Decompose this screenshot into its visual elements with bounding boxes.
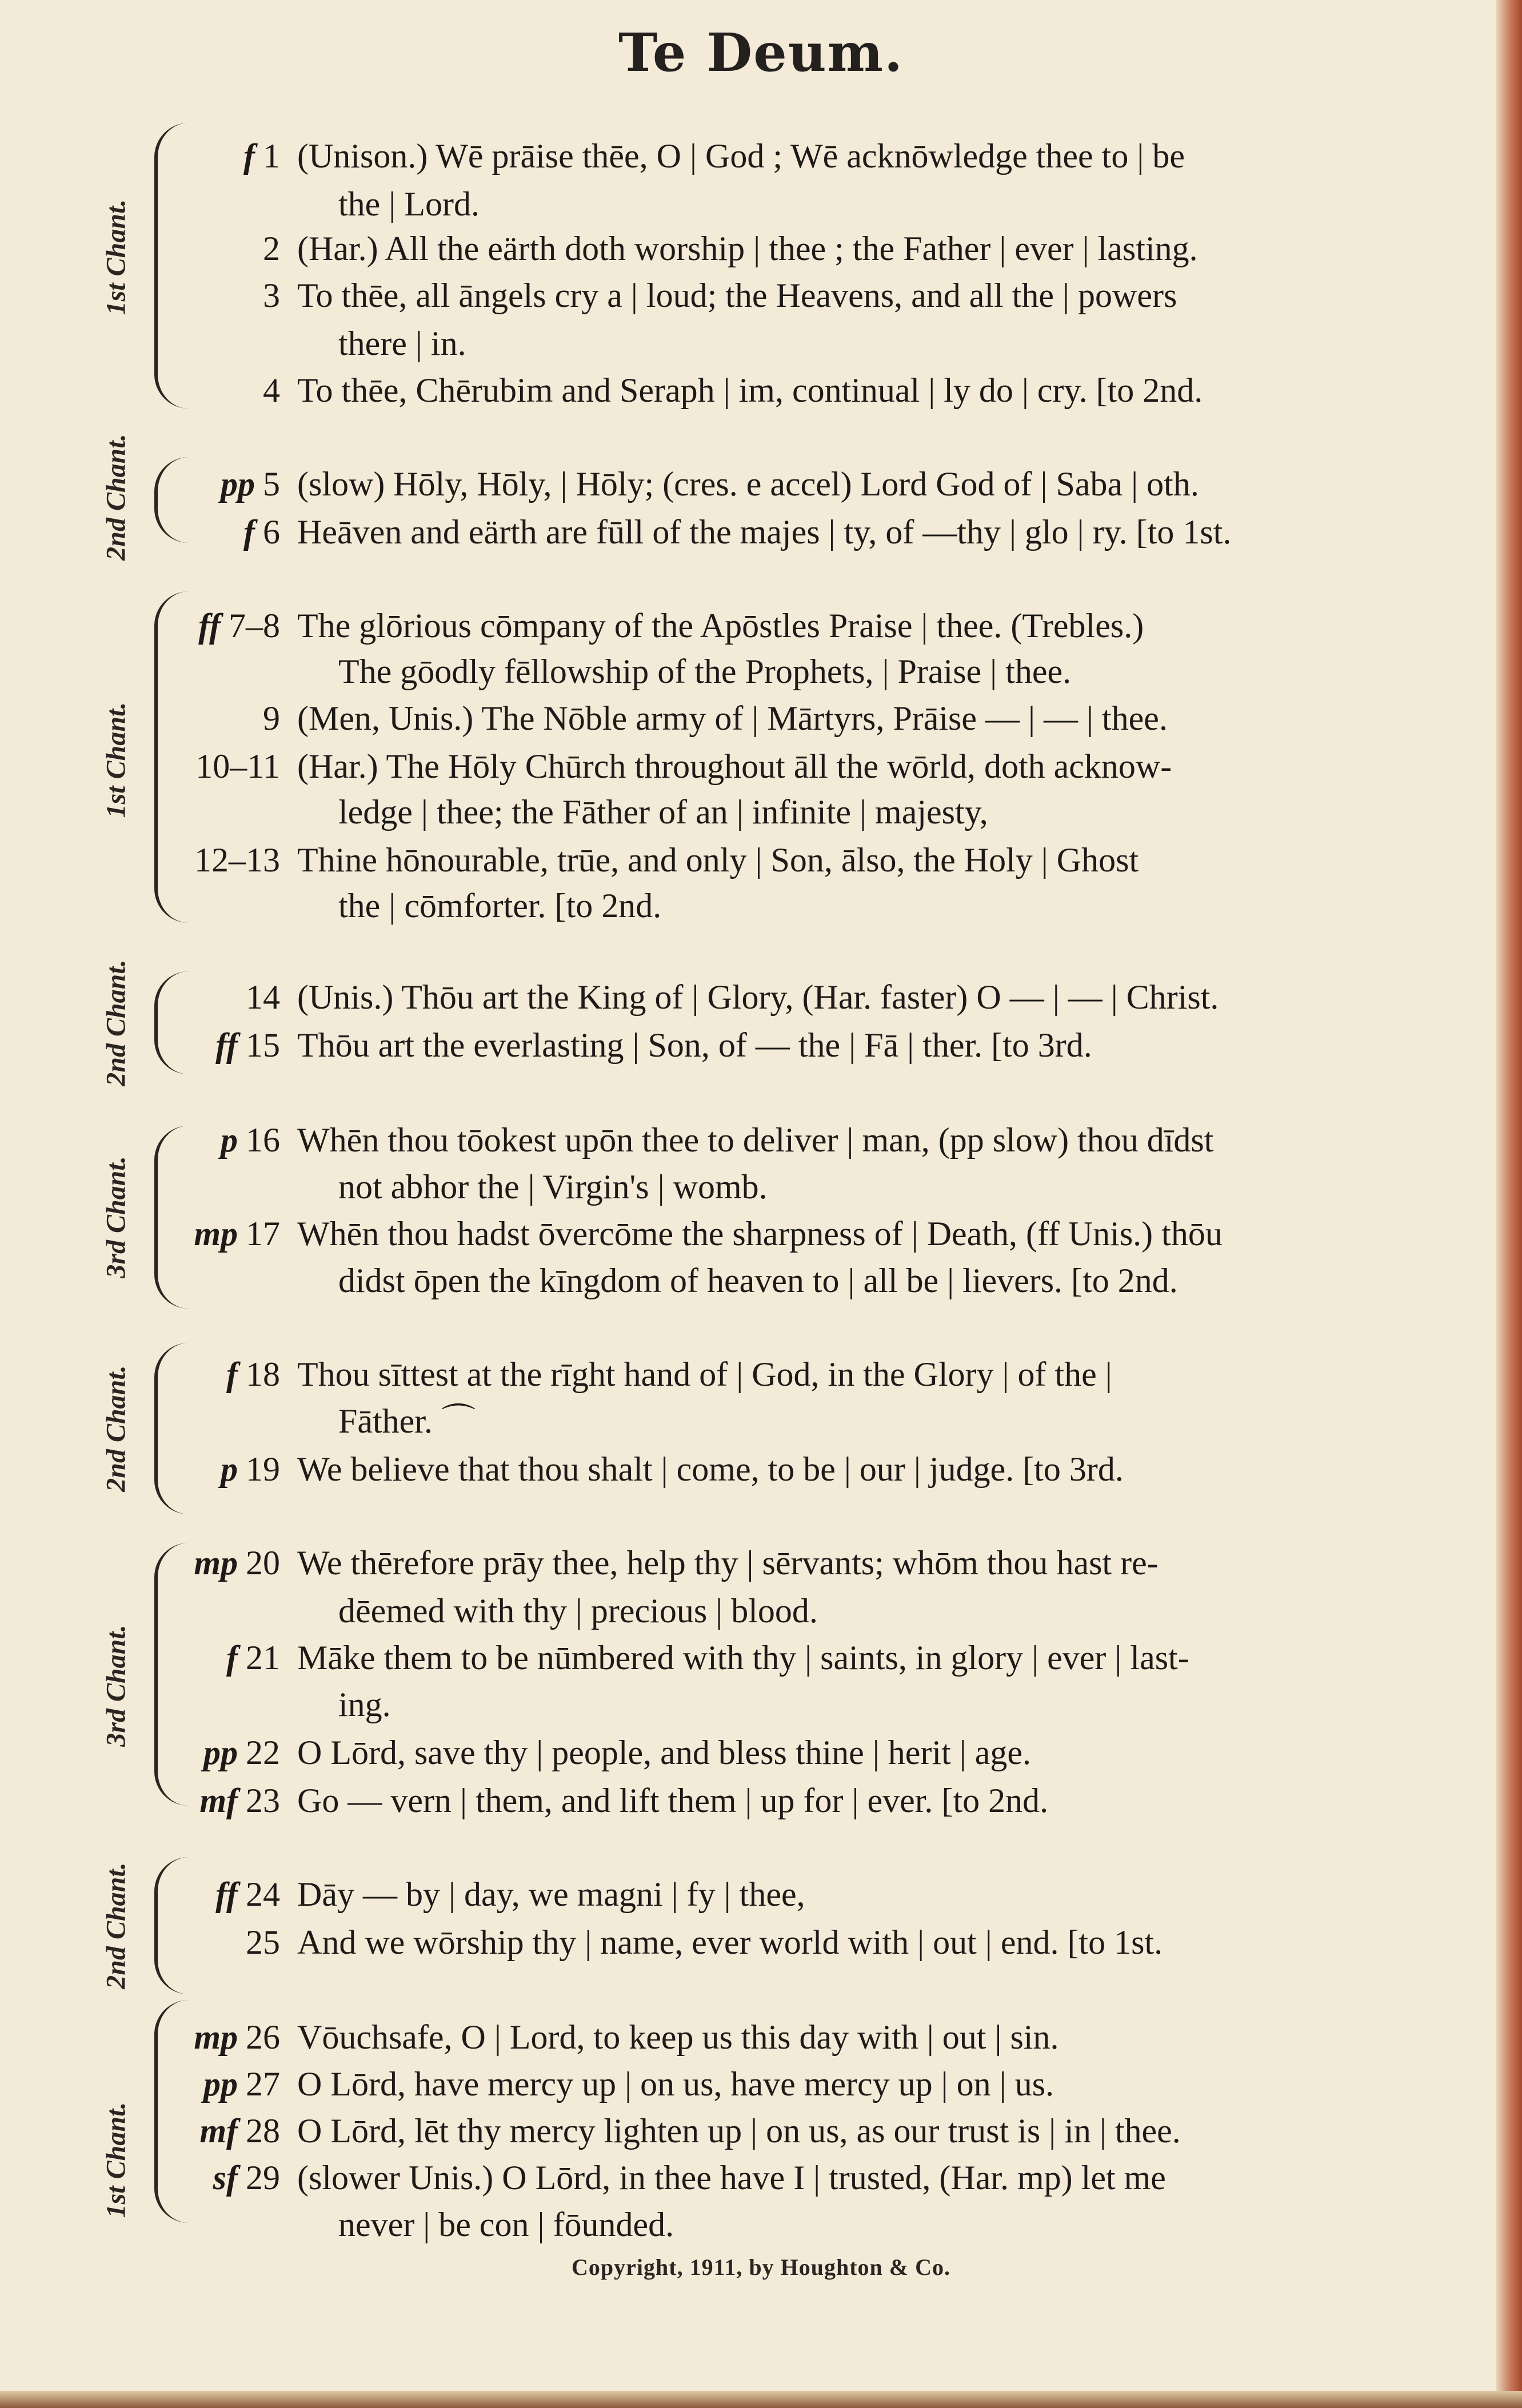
dynamic-marking: f [243, 513, 255, 551]
dynamic-marking: ff [215, 1875, 238, 1913]
verse-number [0, 974, 280, 1021]
verse-num: 7–8 [229, 607, 280, 645]
page-title: Te Deum. [618, 22, 904, 83]
verse-num: 14 [246, 978, 280, 1016]
verse-text: The glōrious cōmpany of the Apōstles Praise | thee. (Trebles.) [297, 607, 1144, 645]
verse-number [0, 602, 280, 649]
verse-number [0, 225, 280, 272]
verse-text: the | cōmforter. [to 2nd. [338, 887, 662, 925]
verse-num: 5 [263, 465, 280, 503]
verse-number [0, 367, 280, 414]
dynamic-marking: pp [221, 465, 255, 503]
verse-number [0, 2061, 280, 2107]
dynamic-marking: f [226, 1639, 238, 1677]
verse-num: 21 [246, 1639, 280, 1677]
verse-num: 27 [246, 2065, 280, 2103]
dynamic-marking: f [226, 1355, 238, 1393]
verse-text: there | in. [338, 325, 466, 362]
verse-text: Vōuchsafe, O | Lord, to keep us this day with | out | sin. [297, 2018, 1059, 2056]
verse-text: (Men, Unis.) The Nōble army of | Mārtyrs, Prāise — | — | thee. [297, 699, 1168, 737]
verse-text: (Unison.) Wē prāise thēe, O | God ; Wē acknōwledge thee to | be [297, 137, 1185, 175]
verse-num: 24 [246, 1875, 280, 1913]
verse-number [0, 695, 280, 742]
verse-number [0, 2014, 280, 2061]
verse-text: Māke them to be nūmbered with thy | saints, in glory | ever | last- [297, 1639, 1189, 1677]
verse-text: Fāther. ⌒ [338, 1402, 476, 1440]
verse-text: (slow) Hōly, Hōly, | Hōly; (cres. e accel) Lord God of | Saba | oth. [297, 465, 1199, 503]
dynamic-marking: pp [203, 2065, 238, 2103]
verse-text: Thine hōnourable, trūe, and only | Son, ālso, the Holy | Ghost [297, 841, 1139, 879]
verse-text: Heāven and eärth are fūll of the majes | ty, of —thy | glo | ry. [to 1st. [297, 513, 1232, 551]
dynamic-marking: p [221, 1121, 238, 1159]
verse-num: 15 [246, 1026, 280, 1064]
verse-num: 9 [263, 699, 280, 737]
verse-text: The gōodly fēllowship of the Prophets, | Praise | thee. [338, 653, 1072, 690]
dynamic-marking: mf [199, 2112, 238, 2150]
verse-num: 29 [246, 2159, 280, 2197]
verse-text: Whēn thou tōokest upōn thee to deliver | man, (pp slow) thou dīdst [297, 1121, 1214, 1159]
verse-text: (Unis.) Thōu art the King of | Glory, (Har. faster) O — | — | Christ. [297, 978, 1219, 1016]
verse-text: ing. [338, 1686, 391, 1723]
verse-num: 1 [263, 137, 280, 175]
verse-number [0, 1022, 280, 1069]
dynamic-marking: mp [194, 2018, 238, 2056]
verse-text: ledge | thee; the Fāther of an | infinite | majesty, [338, 793, 988, 831]
verse-num: 4 [263, 371, 280, 409]
verse-num: 22 [246, 1734, 280, 1771]
verse-num: 28 [246, 2112, 280, 2150]
verse-num: 26 [246, 2018, 280, 2056]
dynamic-marking: mf [199, 1782, 238, 1819]
verse-text: Dāy — by | day, we magni | fy | thee, [297, 1875, 805, 1913]
verse-number [0, 461, 280, 507]
verse-num: 10–11 [195, 747, 280, 785]
verse-num: 17 [246, 1215, 280, 1253]
verse-text: To thēe, Chērubim and Seraph | im, continual | ly do | cry. [to 2nd. [297, 371, 1203, 409]
verse-number [0, 1117, 280, 1163]
dynamic-marking: p [221, 1450, 238, 1488]
copyright-notice: Copyright, 1911, by Houghton & Co. [572, 2254, 950, 2280]
verse-text: To thēe, all āngels cry a | loud; the Heavens, and all the | powers [297, 277, 1177, 314]
verse-text: never | be con | fōunded. [338, 2206, 674, 2243]
verse-number [0, 2107, 280, 2154]
verse-number [0, 2154, 280, 2201]
verse-text: (slower Unis.) O Lōrd, in thee have I | trusted, (Har. mp) let me [297, 2159, 1166, 2197]
dynamic-marking: f [243, 137, 255, 175]
verse-num: 20 [246, 1544, 280, 1582]
verse-text: We thērefore prāy thee, help thy | sērvants; whōm thou hast re- [297, 1544, 1159, 1582]
verse-number [0, 1777, 280, 1824]
verse-text: Thou sīttest at the rīght hand of | God, in the Glory | of the | [297, 1355, 1112, 1393]
verse-text: And we wōrship thy | name, ever world with | out | end. [to 1st. [297, 1923, 1163, 1961]
verse-num: 25 [246, 1923, 280, 1961]
verse-num: 2 [263, 230, 280, 267]
verse-number [0, 1539, 280, 1586]
verse-number [0, 1871, 280, 1918]
verse-number [0, 1919, 280, 1966]
verse-text: Whēn thou hadst ōvercōme the sharpness of | Death, (ff Unis.) thōu [297, 1215, 1223, 1253]
verse-text: We believe that thou shalt | come, to be | our | judge. [to 3rd. [297, 1450, 1124, 1488]
verse-num: 6 [263, 513, 280, 551]
page-edge [1496, 0, 1522, 2408]
verse-number [0, 1351, 280, 1398]
dynamic-marking: mp [194, 1215, 238, 1253]
verse-text: the | Lord. [338, 185, 480, 223]
verse-text: didst ōpen the kīngdom of heaven to | all be | lievers. [to 2nd. [338, 1262, 1178, 1299]
verse-number [0, 1729, 280, 1776]
verse-number [0, 1634, 280, 1681]
verse-text: Go — vern | them, and lift them | up for | ever. [to 2nd. [297, 1782, 1049, 1819]
verse-text: dēemed with thy | precious | blood. [338, 1592, 818, 1630]
verse-text: Thōu art the everlasting | Son, of — the | Fā | ther. [to 3rd. [297, 1026, 1092, 1064]
verse-text: O Lōrd, save thy | people, and bless thine | herit | age. [297, 1734, 1032, 1771]
verse-text: not abhor the | Virgin's | womb. [338, 1168, 768, 1206]
verse-num: 16 [246, 1121, 280, 1159]
dynamic-marking: ff [198, 607, 221, 645]
verse-num: 23 [246, 1782, 280, 1819]
verse-num: 12–13 [194, 841, 280, 879]
verse-text: (Har.) All the eärth doth worship | thee ; the Father | ever | lasting. [297, 230, 1198, 267]
verse-number [0, 272, 280, 319]
verse-number [0, 1446, 280, 1493]
verse-number [0, 133, 280, 179]
bottom-band [0, 2391, 1522, 2408]
verse-text: O Lōrd, lēt thy mercy lighten up | on us, as our trust is | in | thee. [297, 2112, 1181, 2150]
verse-text: O Lōrd, have mercy up | on us, have mercy up | on | us. [297, 2065, 1054, 2103]
dynamic-marking: mp [194, 1544, 238, 1582]
dynamic-marking: ff [215, 1026, 238, 1064]
verse-number [0, 509, 280, 555]
verse-number [0, 1210, 280, 1257]
verse-num: 3 [263, 277, 280, 314]
dynamic-marking: sf [213, 2159, 238, 2197]
dynamic-marking: pp [203, 1734, 238, 1771]
verse-num: 19 [246, 1450, 280, 1488]
verse-number [0, 743, 280, 790]
verse-num: 18 [246, 1355, 280, 1393]
verse-number [0, 837, 280, 883]
verse-text: (Har.) The Hōly Chūrch throughout āll the wōrld, doth acknow- [297, 747, 1172, 785]
